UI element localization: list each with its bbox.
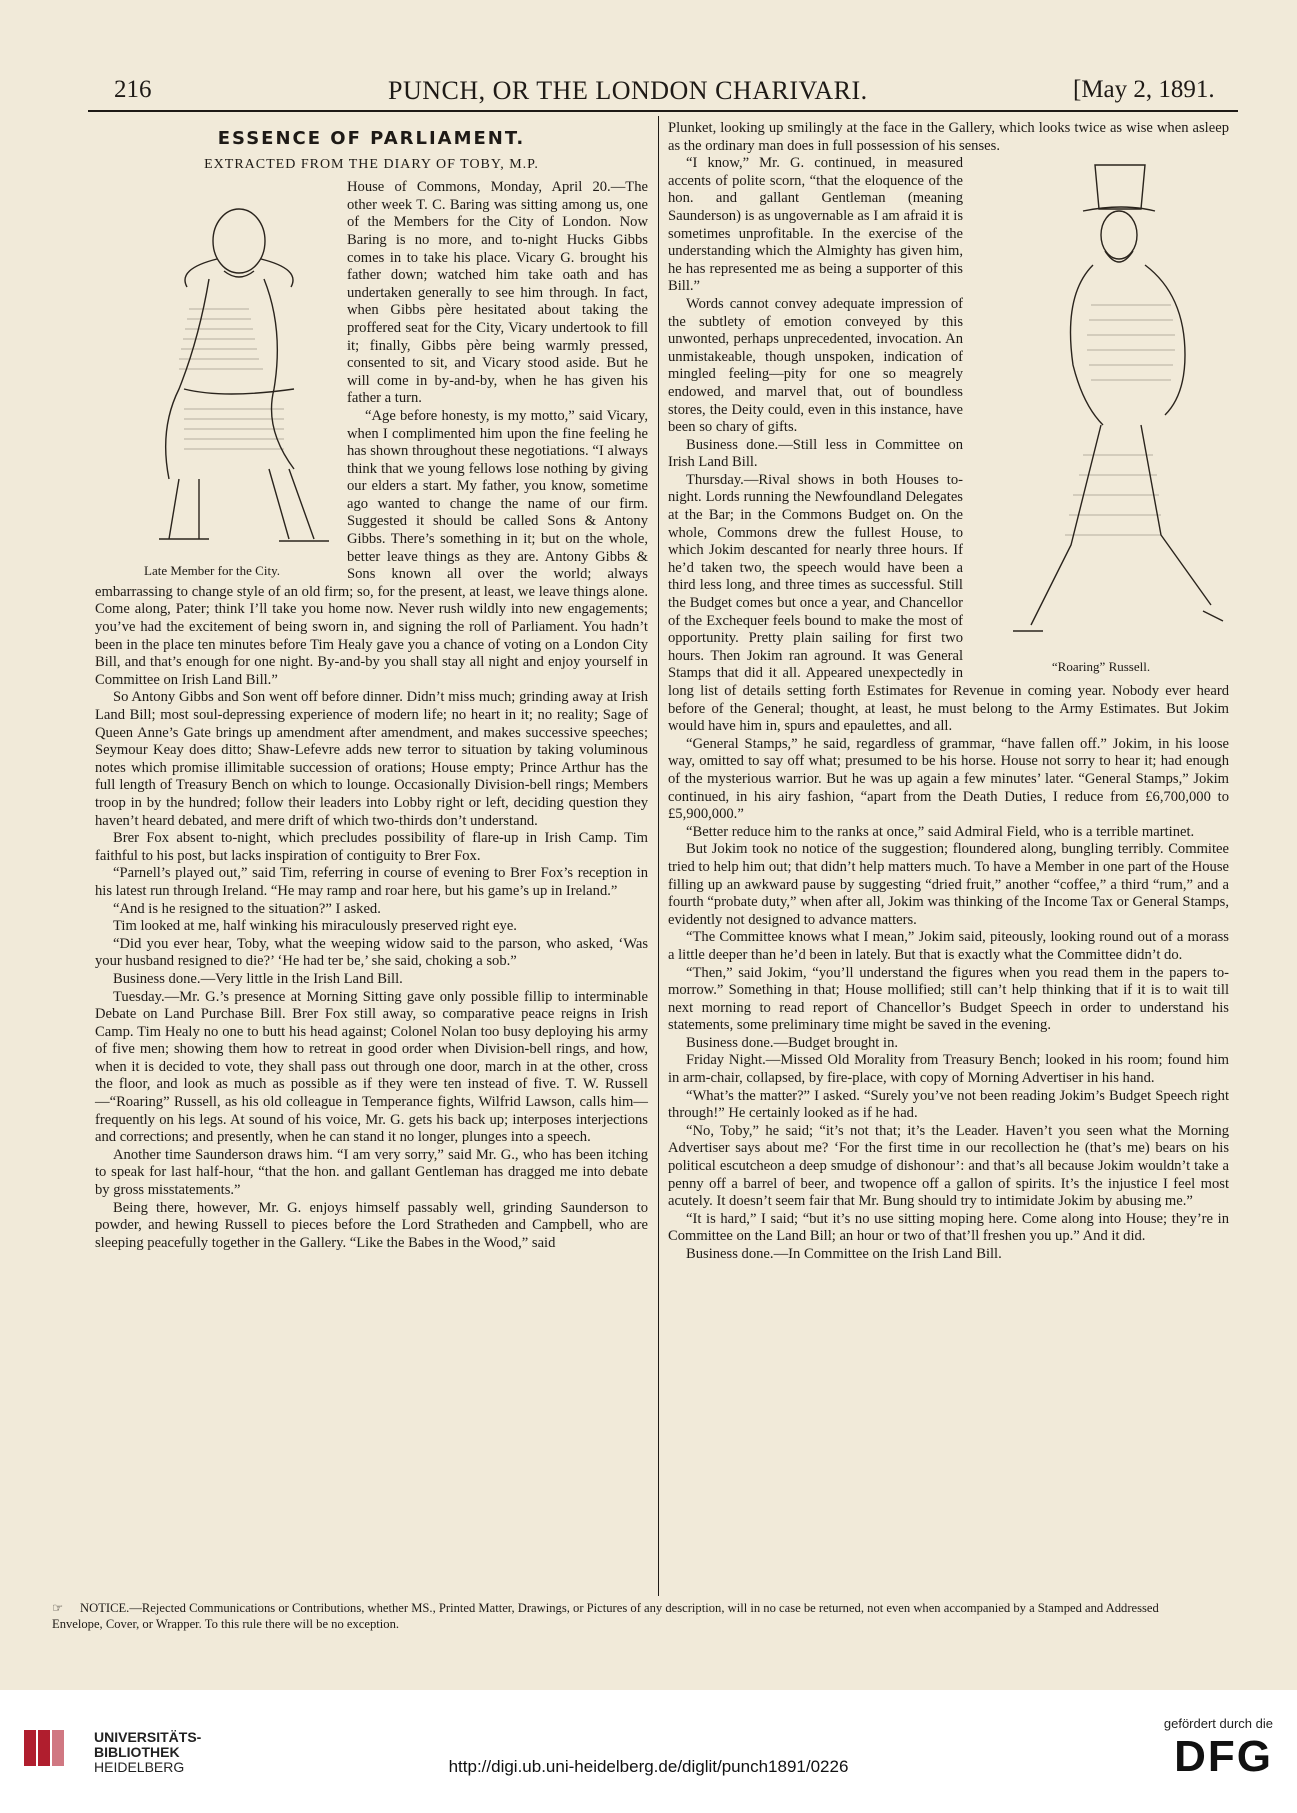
body-paragraph: “The Committee knows what I mean,” Jokim said, piteously, looking round out of a morass a little deeper than he’d been in lately. But that is exactly what the Committee didn’t do. xyxy=(668,929,1229,963)
body-paragraph: Another time Saunderson draws him. “I am very sorry,” said Mr. G., who has been itching to speak for last half-hour, “that the hon. and gallant Gentleman has dragged me into debate by gross misstatements.” xyxy=(95,1146,648,1199)
issue-date: [May 2, 1891. xyxy=(1073,76,1215,103)
funded-by-label: gefördert durch die xyxy=(1163,1716,1273,1731)
left-column xyxy=(95,120,648,1252)
header-rule xyxy=(88,110,1238,112)
source-url-link[interactable]: http://digi.ub.uni-heidelberg.de/diglit/punch1891/0226 xyxy=(448,1757,849,1776)
page-number: 216 xyxy=(114,76,152,103)
body-paragraph: “No, Toby,” he said; “it’s not that; it’s the Leader. Haven’t you seen what the Morning Advertiser says about me? ‘For the first time in our recollection he (that’s me) bears on his political escutcheon a deep smudge of dishonour’: and that’s all because Jokim wouldn’t take a penny off a barrel of beer, and twopence off a gallon of spirits. It’s the injustice I feel most acutely. It doesn’t seem fair that Mr. Bung should try to intimidate Jokim by abusing me.” xyxy=(668,1122,1229,1210)
body-paragraph: “Did you ever hear, Toby, what the weeping widow said to the parson, who asked, ‘Was your husband resigned to die?’ ‘He had ter be,’ she said, choking a sob.” xyxy=(95,935,648,970)
body-paragraph: Words cannot convey adequate impression of the subtlety of emotion conveyed by this unwonted, perhaps unprecedented, invocation. An unmistakeable, though unspoken, indication of mingled feeling—pity for one so meagrely endowed, and marvel that, out of boundless stores, the Deity could, even in this instance, have been so chary of gifts. xyxy=(668,295,963,436)
body-paragraph: Thursday.—Rival shows in both Houses to-night. Lords running the Newfoundland Delegates at the Bar; in the Commons Budget on. On the whole, Commons drew the fullest House, to which Jokim descanted for nearly three hours. If he’d taken two, the speech would have been a third less long, and three times as successful. Still the Budget comes but once a year, and Chancellor of the Exchequer feels bound to make the most of opportunity. Pretty plain sailing for first two hours. Then Jokim ran aground. It was General Stamps that did it all. Appeared unexpectedly in long list of details setting forth Estimates for Revenue in coming year. Nobody ever heard before of the General; thought, at least, he must belong to the Army Estimates. But Jokim would have him in, spurs and epaulettes, and all. xyxy=(668,471,1229,735)
digitization-footer xyxy=(0,1690,1297,1813)
body-paragraph: “And is he resigned to the situation?” I asked. xyxy=(113,900,381,917)
body-paragraph: “Better reduce him to the ranks at once,” said Admiral Field, who is a terrible martinet. xyxy=(686,823,1195,840)
body-paragraph: Business done.—In Committee on the Irish Land Bill. xyxy=(686,1246,1002,1262)
body-paragraph: “What’s the matter?” I asked. “Surely you’ve not been reading Jokim’s Budget Speech right through!” He certainly looked as if he had. xyxy=(668,1087,1229,1122)
body-paragraph: Business done.—Budget brought in. xyxy=(686,1034,899,1051)
column-divider xyxy=(658,116,659,1596)
pointing-hand-icon: ☞ xyxy=(52,1601,64,1615)
body-paragraph: “Then,” said Jokim, “you’ll understand the figures when you read them in the papers to-morrow.” Something in that; House mollified; still can’t help thinking that if it is to wait till next morning to read report of Chancellor’s Budget Speech in order to understand his statements, some preliminary time might be saved in the evening. xyxy=(668,964,1229,1034)
body-paragraph: Tim looked at me, half winking his miraculously preserved right eye. xyxy=(113,918,517,935)
funder-logo[interactable] xyxy=(1113,1716,1273,1796)
dfg-logo-text: DFG xyxy=(1174,1732,1273,1781)
library-name-line: BIBLIOTHEK xyxy=(94,1744,180,1760)
body-paragraph: Plunket, looking up smilingly at the face in the Gallery, which looks twice as wise when asleep as the ordinary man does in full possession of his senses. xyxy=(668,120,1229,154)
body-paragraph: But Jokim took no notice of the suggestion; floundered along, bungling terribly. Commitee tried to help him out; that didn’t help matters much. To have a Member in one part of the House filling up an awkward pause by suggesting “dried fruit,” another “coffee,” a third “rum,” and a fourth “probate duty,” when after all, Jokim was thinking of the Income Tax or General Stamps, evidently not designed to advance matters. xyxy=(668,841,1229,928)
body-paragraph: Business done.—Still less in Committee on Irish Land Bill. xyxy=(668,436,963,471)
body-paragraph: Friday Night.—Missed Old Morality from Treasury Bench; looked in his room; found him in arm-chair, collapsed, by fire-place, with copy of Morning Advertiser in his hand. xyxy=(668,1052,1229,1087)
body-paragraph: “I know,” Mr. G. continued, in measured accents of polite scorn, “that the eloquence of the hon. and gallant Gentleman (meaning Saunderson) is as ungovernable as I am afraid it is sometimes unprofitable. In the exercise of the understanding which the Almighty has given him, he has represented me as being a supporter of this Bill.” xyxy=(668,155,963,295)
notice-text: NOTICE.—Rejected Communications or Contributions, whether MS., Printed Matter, Drawings, or Pictures of any description, will in no case be returned, not even when accompanied by a Stamped and Addressed Envelope, Cover, or Wrapper. To this rule there will be no exception. xyxy=(52,1601,1159,1631)
article-title: ESSENCE OF PARLIAMENT. xyxy=(217,128,526,149)
body-paragraph: Tuesday.—Mr. G.’s presence at Morning Sitting gave only possible fillip to interminable Debate on Land Purchase Bill. Brer Fox still away, so comparative peace reigns in Irish Camp. Tim Healy no one to butt his head against; Colonel Nolan too busy deploying his army of five men; showing them how to retreat in good order when Division-bell rings, and how, when it is decided to vote, they shall pass out through one door, march in at the other, cross the floor, and look as much as possible as if they were ten instead of five. T. W. Russell—“Roaring” Russell, as his old colleague in Temperance fights, Wilfrid Lawson, calls him—frequently on his legs. At sound of his voice, Mr. G. gets his back up; interposes interjections and corrections; and presently, when he can stand it no longer, plunges into a speech. xyxy=(95,988,648,1146)
masthead: PUNCH, OR THE LONDON CHARIVARI. xyxy=(388,76,868,105)
page-frame xyxy=(88,56,1238,1656)
right-column xyxy=(668,120,1229,1264)
figure-caption-right: “Roaring” Russell. xyxy=(1051,658,1151,674)
body-paragraph: “It is hard,” I said; “but it’s no use sitting moping here. Come along into House; they’re in Committee on the Land Bill; an hour or two of that’ll freshen you up.” And it did. xyxy=(668,1210,1229,1245)
illustration-late-member xyxy=(89,179,335,579)
body-paragraph: So Antony Gibbs and Son went off before dinner. Didn’t miss much; grinding away at Irish Land Bill; most soul-depressing experience of modern life; no heart in it; no reality; Sage of Queen Anne’s Gate brings up amendment after amendment, and makes successive speeches; Seymour Keay does ditto; Shaw-Lefevre adds new terror to situation by taking voluminous notes which promise illimitable succession of orations; House empty; Prince Arthur has the full length of Treasury Bench on which to lounge. Occasionally Division-bell rings; Members troop in by the hundred; follow their leaders into Lobby right or left, deciding question they haven’t heard debated, and mere drift of which two-thirds don’t understand. xyxy=(95,689,648,829)
notice xyxy=(52,1600,1172,1632)
article-subtitle: EXTRACTED FROM THE DIARY OF TOBY, M.P. xyxy=(204,156,539,172)
body-paragraph: House of Commons, Monday, April 20.—The other week T. C. Baring was sitting among us, one of the Members for the City of London. Now Baring is no more, and to-night Hucks Gibbs comes in to take his place. Vicary G. brought his father down; watched him take oath and has undertaken generally to see him through. In fact, when Gibbs père hesitated about taking the proffered seat for the City, Vicary undertook to fill it; finally, Gibbs père being warmly pressed, consented to sit, and Vicary stood aside. But he will come in by-and-by, when he has given his father a turn. xyxy=(347,179,648,407)
standing-gentleman-illustration xyxy=(973,155,1229,655)
body-paragraph: Brer Fox absent to-night, which precludes possibility of flare-up in Irish Camp. Tim faithful to his post, but lacks inspiration of contiguity to Brer Fox. xyxy=(95,830,648,864)
library-name-line: UNIVERSITÄTS- xyxy=(94,1729,202,1745)
body-paragraph: Being there, however, Mr. G. enjoys himself passably well, grinding Saunderson to powder, and hewing Russell to pieces before the Lord Stratheden and Campbell, who are sleeping peacefully together in the Gallery. “Like the Babes in the Wood,” said xyxy=(95,1199,648,1251)
figure-caption-left: Late Member for the City. xyxy=(144,562,280,578)
library-name-line: HEIDELBERG xyxy=(94,1759,185,1775)
body-paragraph: “Parnell’s played out,” said Tim, referring in course of evening to Brer Fox’s reception in his latest run through Ireland. “He may ramp and roar here, but his game’s up in Ireland.” xyxy=(95,865,648,899)
body-paragraph: Business done.—Very little in the Irish Land Bill. xyxy=(113,970,403,987)
seated-gentleman-illustration xyxy=(89,179,335,559)
body-paragraph: “Age before honesty, is my motto,” said Vicary, when I complimented him upon the fine feeling he has shown throughout these negotiations. “I always think that we young fellows lose nothing by giving our elders a start. My father, you know, sometime ago wanted to change the name of our firm. Suggested it should be called Sons & Antony Gibbs. There’s something in it; but on the whole, better leave things as they are. Antony Gibbs & Sons known all over the world; always embarrassing to change style of an old firm; so, for the present, at least, we leave things alone. Come along, Pater; think I’ll take you home now. Never rush wildly into new engagements; you’ve had the excitement of being sworn in, and signing the roll of Parliament. You hadn’t been in the place ten minutes before Tim Healy gave you a chance of voting on a London City Bill, and that’s enough for one night. By-and-by you shall stay all night and enjoy yourself in Committee on Irish Land Bill.” xyxy=(95,407,648,688)
body-paragraph: “General Stamps,” he said, regardless of grammar, “have fallen off.” Jokim, in his loose way, omitted to say off what; presumed to be his horse. House not sorry to hear it; had enough of the mysterious warrior. But he was up again a few minutes’ later. “General Stamps,” Jokim continued, in his airy fashion, “apart from the Death Duties, I reduce from £6,700,000 to £5,900,000.” xyxy=(668,735,1229,823)
illustration-roaring-russell xyxy=(973,155,1229,675)
